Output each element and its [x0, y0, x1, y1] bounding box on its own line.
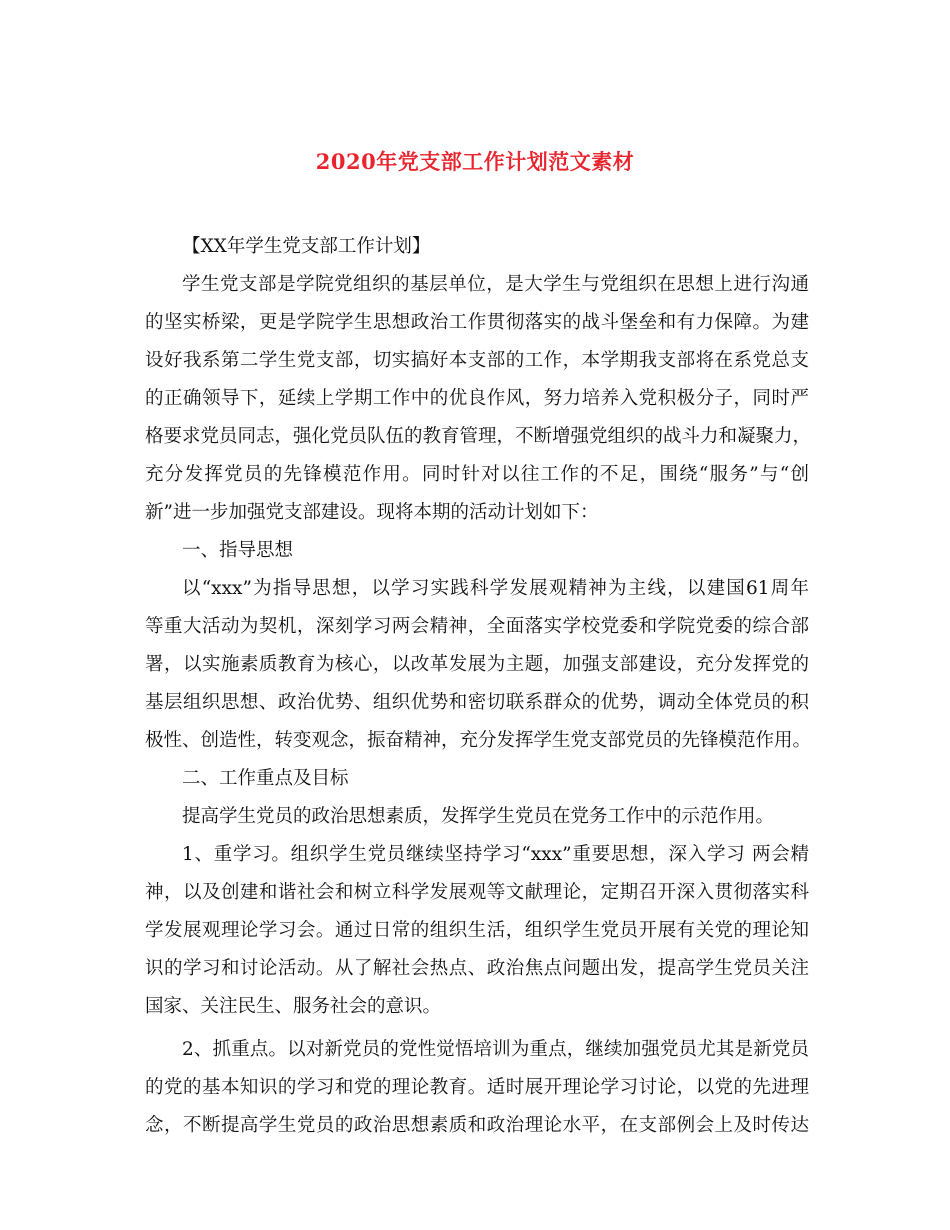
text-line: 识的学习和讨论活动。从了解社会热点、政治焦点问题出发，提高学生党员关注 [145, 958, 809, 979]
text-line: 充分发挥党员的先锋模范作用。同时针对以往工作的不足，围绕“服务”与“创 [145, 464, 809, 485]
text-line: 设好我系第二学生党支部，切实搞好本支部的工作，本学期我支部将在系党总支 [145, 350, 809, 371]
text-line: 等重大活动为契机，深刻学习两会精神，全面落实学校党委和学院党委的综合部 [145, 616, 809, 637]
text-line: 神，以及创建和谐社会和树立科学发展观等文献理论，定期召开深入贯彻落实科 [145, 882, 809, 903]
text-line: 二、工作重点及目标 [182, 768, 349, 789]
text-line: 一、指导思想 [182, 540, 294, 561]
text-line: 新”进一步加强党支部建设。现将本期的活动计划如下： [145, 502, 599, 523]
text-line: 以“xxx”为指导思想，以学习实践科学发展观精神为主线，以建国61周年 [182, 578, 809, 599]
text-line: 2、抓重点。以对新党员的党性觉悟培训为重点，继续加强党员尤其是新党员 [182, 1039, 809, 1060]
text-line: 基层组织思想、政治优势、组织优势和密切联系群众的优势，调动全体党员的积 [145, 692, 809, 713]
text-line: 格要求党员同志，强化党员队伍的教育管理，不断增强党组织的战斗力和凝聚力， [145, 426, 812, 447]
text-line: 念，不断提高学生党员的政治思想素质和政治理论水平，在支部例会上及时传达 [145, 1115, 809, 1136]
text-line: 极性、创造性，转变观念，振奋精神，充分发挥学生党支部党员的先锋模范作用。 [145, 730, 812, 751]
text-line: 署，以实施素质教育为核心，以改革发展为主题，加强支部建设，充分发挥党的 [145, 654, 809, 675]
document-title: 2020年党支部工作计划范文素材 [315, 149, 635, 174]
document-body [145, 228, 812, 1145]
text-line: 【XX年学生党支部工作计划】 [182, 236, 431, 257]
text-line: 提高学生党员的政治思想素质，发挥学生党员在党务工作中的示范作用。 [182, 806, 775, 827]
text-line: 的正确领导下，延续上学期工作中的优良作风，努力培养入党积极分子，同时严 [145, 388, 809, 409]
text-line: 学发展观理论学习会。通过日常的组织生活，组织学生党员开展有关党的理论知 [145, 920, 809, 941]
text-line: 的党的基本知识的学习和党的理论教育。适时展开理论学习讨论，以党的先进理 [145, 1077, 809, 1098]
text-line: 国家、关注民生、服务社会的意识。 [145, 996, 442, 1017]
text-line: 1、重学习。组织学生党员继续坚持学习“xxx”重要思想，深入学习 两会精 [182, 844, 809, 865]
text-line: 学生党支部是学院党组织的基层单位，是大学生与党组织在思想上进行沟通 [182, 274, 809, 295]
text-line: 的坚实桥梁，更是学院学生思想政治工作贯彻落实的战斗堡垒和有力保障。为建 [145, 312, 809, 333]
